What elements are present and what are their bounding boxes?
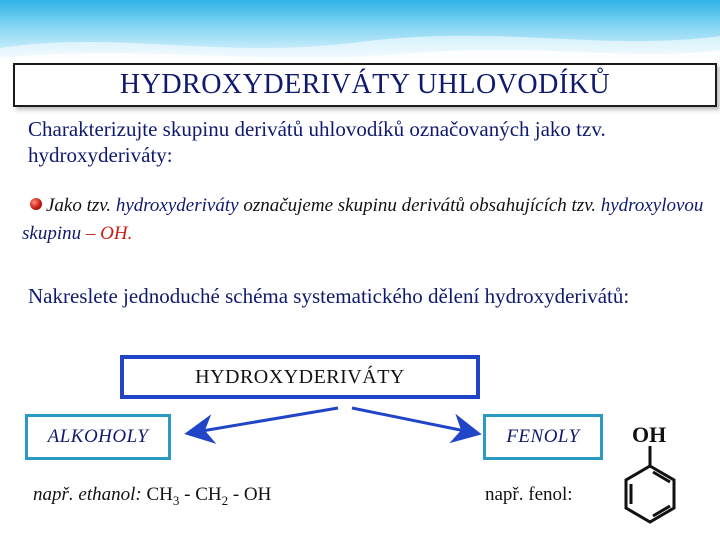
scheme-main-label: HYDROXYDERIVÁTY — [195, 365, 405, 388]
header-wave-decoration — [0, 0, 720, 70]
arrow-to-alkoholy — [196, 408, 338, 432]
answer-paragraph — [22, 192, 712, 248]
page-title: HYDROXYDERIVÁTY UHLOVODÍKŮ — [119, 69, 611, 100]
answer-dash: – — [81, 223, 101, 244]
phenol-oh-label: OH — [632, 422, 667, 447]
answer-end: . — [127, 223, 133, 244]
ethanol-ch2: - CH — [179, 484, 222, 505]
answer-text-1: Jako tzv. — [46, 195, 116, 216]
ethanol-example — [33, 484, 271, 509]
ethanol-sub2: 2 — [221, 492, 229, 508]
ethanol-oh: - OH — [228, 484, 272, 505]
phenol-structure-icon — [606, 444, 686, 536]
bullet-icon — [30, 198, 42, 210]
ethanol-example-label: např. ethanol: — [33, 484, 142, 505]
title-box — [13, 63, 717, 107]
answer-group: hydroxylovou skupinu — [22, 195, 704, 244]
scheme-fenoly-box — [483, 414, 603, 460]
question-2: Nakreslete jednoduché schéma systematického dělení hydroxyderivátů: — [28, 284, 630, 308]
ethanol-sub3: 3 — [172, 492, 180, 508]
ethanol-ch3: CH — [146, 484, 173, 505]
scheme-main-box — [120, 355, 480, 399]
answer-formula: OH — [100, 223, 128, 244]
scheme-alkoholy-box — [25, 414, 171, 460]
scheme-alkoholy-label: ALKOHOLY — [47, 426, 149, 447]
arrow-to-fenoly — [352, 408, 470, 432]
phenol-example-label: např. fenol: — [485, 484, 573, 505]
question-1: Charakterizujte skupinu derivátů uhlovodíků označovaných jako tzv. hydroxyderiváty: — [28, 117, 606, 167]
scheme-fenoly-label: FENOLY — [506, 426, 580, 447]
answer-term: hydroxyderiváty — [115, 195, 239, 216]
answer-text-2: označujeme skupinu derivátů obsahujících tzv. — [238, 195, 601, 216]
